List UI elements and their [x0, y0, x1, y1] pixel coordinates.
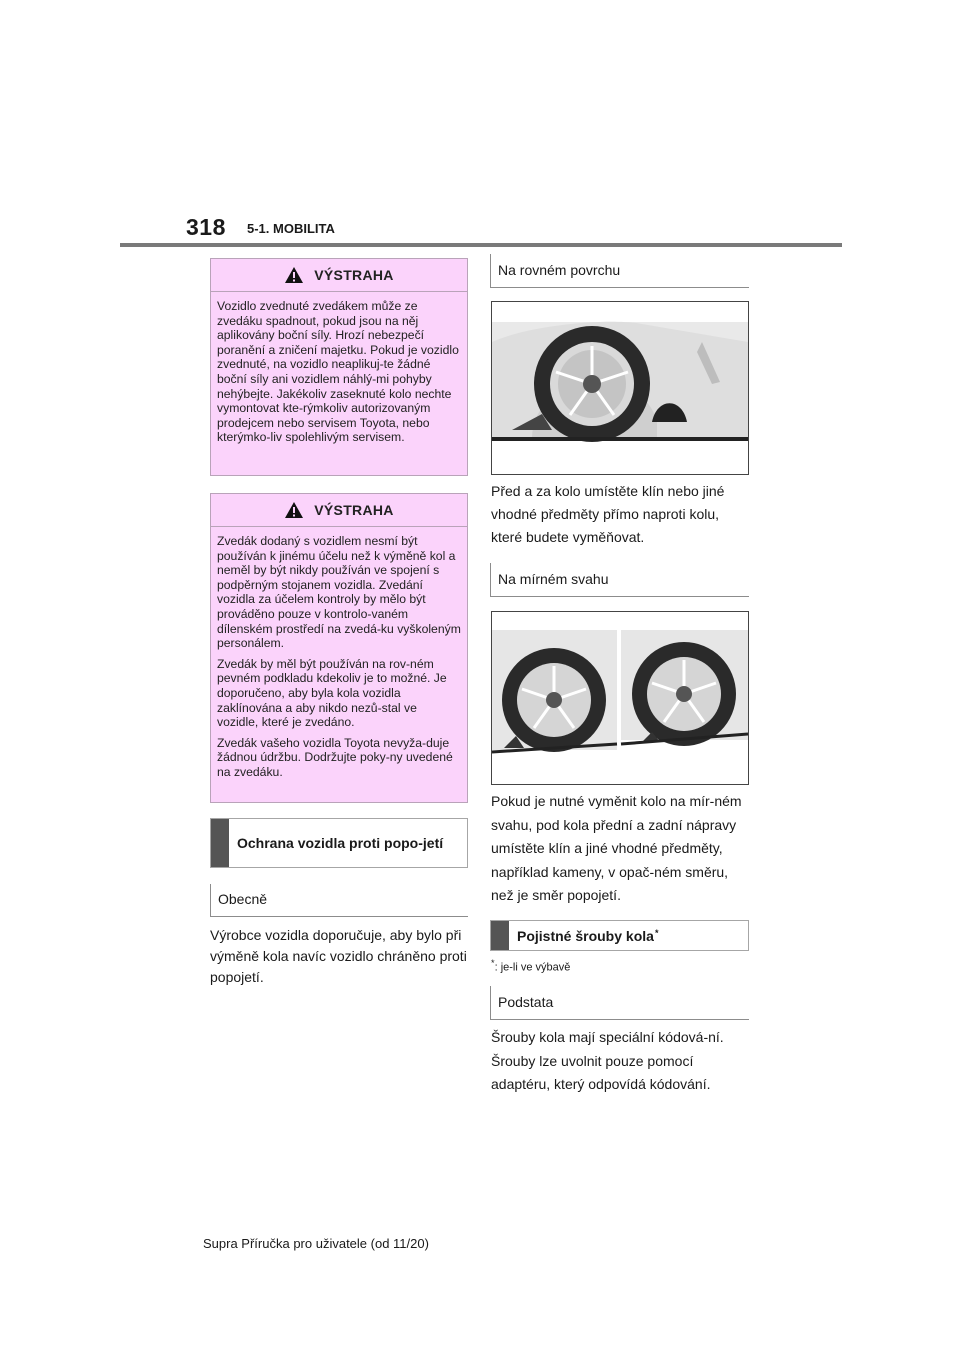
subheading-flat-surface: Na rovném povrchu — [490, 254, 749, 288]
warning-paragraph: Zvedák by měl být používán na rov-ném pevném podkladu kdekoliv je to možné. Je doporučeno, aby byla kola vozidla zaklínována a aby nikdo nezů-stal ve vozidle, které je zvedáno. — [217, 656, 447, 730]
warning-text: Vozidlo zvednuté zvedákem může ze zvedáku spadnout, pokud jsou na něj aplikovány boční síly. Hrozí nebezpečí poranění a zničení majetku. Pokud je vozidlo zvednuté, na vozidlo neaplikuj-te žádné boční síly ani vozidlem náhlý-mi pohyby nehýbejte. Jakékoliv zaseknuté kolo nechte vymontovat kte-rýmkoliv autorizovaným prodejcem nebo servisem Toyota, nebo kterýmko-liv spolehlivým servisem. — [217, 299, 459, 445]
section-heading-rollaway — [210, 818, 468, 868]
heading-text: Ochrana vozidla proti popo-jetí — [237, 835, 444, 851]
flat-surface-text: Před a za kolo umístěte klín nebo jiné vhodné předměty přímo naproti kolu, které budete vyměňovat. — [491, 483, 725, 545]
warning-body — [211, 292, 467, 455]
warning-triangle-icon — [284, 501, 304, 519]
subheading-general: Obecně — [210, 884, 468, 917]
footnote — [491, 958, 570, 974]
lock-bolts-heading: Pojistné šrouby kola — [517, 927, 654, 944]
heading-text — [509, 921, 666, 950]
optional-equipment-mark: * — [654, 928, 659, 938]
warning-header — [211, 259, 467, 292]
header-rule — [120, 243, 842, 247]
figure-slope — [491, 611, 749, 785]
warning-title: VÝSTRAHA — [314, 502, 394, 518]
warning-paragraph: Zvedák vašeho vozidla Toyota nevyža-duje žádnou údržbu. Dodržujte poky-ny uvedené na zvedáku. — [217, 735, 453, 779]
general-text: Výrobce vozidla doporučuje, aby bylo při výměně kola navíc vozidlo chráněno proti popojetí. — [210, 927, 467, 985]
footnote-mark: * — [491, 958, 495, 968]
subheading-slope: Na mírném svahu — [490, 563, 749, 597]
footnote-text: : je-li ve výbavě — [494, 961, 571, 974]
slope-text: Pokud je nutné vyměnit kolo na mír-ném svahu, pod kola přední a zadní nápravy umístěte klín a jiné vhodné předměty, například kameny, v opač-ném směru, než je směr popojetí. — [491, 793, 742, 903]
warning-triangle-icon — [284, 266, 304, 284]
warning-paragraph: Zvedák dodaný s vozidlem nesmí být používán k jinému účelu než k výměně kol a neměl by být nikdy používán ve spojení s podpěrným stojanem vozidla. Zvedání vozidla za účelem kontroly by mělo být prováděno pouze v kontrolo-vaném dílenském prostředí na zvedá-ku vyškoleným personálem. — [217, 534, 461, 651]
page-number: 318 — [186, 214, 226, 240]
footer-text: Supra Příručka pro uživatele (od 11/20) — [203, 1236, 429, 1251]
heading-tab-bar — [491, 921, 509, 950]
warning-box-1 — [210, 258, 468, 476]
slope-illustration — [492, 612, 748, 784]
warning-header — [211, 494, 467, 527]
heading-tab-bar — [211, 819, 229, 867]
subheading-essence: Podstata — [490, 986, 749, 1020]
flat-surface-illustration — [492, 302, 748, 474]
section-title: 5-1. MOBILITA — [247, 221, 335, 236]
warning-body — [211, 527, 467, 790]
figure-flat-surface — [491, 301, 749, 475]
essence-text: Šrouby kola mají speciální kódová-ní. Šrouby lze uvolnit pouze pomocí adaptéru, který odpovídá kódování. — [491, 1029, 724, 1092]
section-heading-lock-bolts — [490, 920, 749, 951]
warning-box-2 — [210, 493, 468, 803]
warning-title: VÝSTRAHA — [314, 267, 394, 283]
